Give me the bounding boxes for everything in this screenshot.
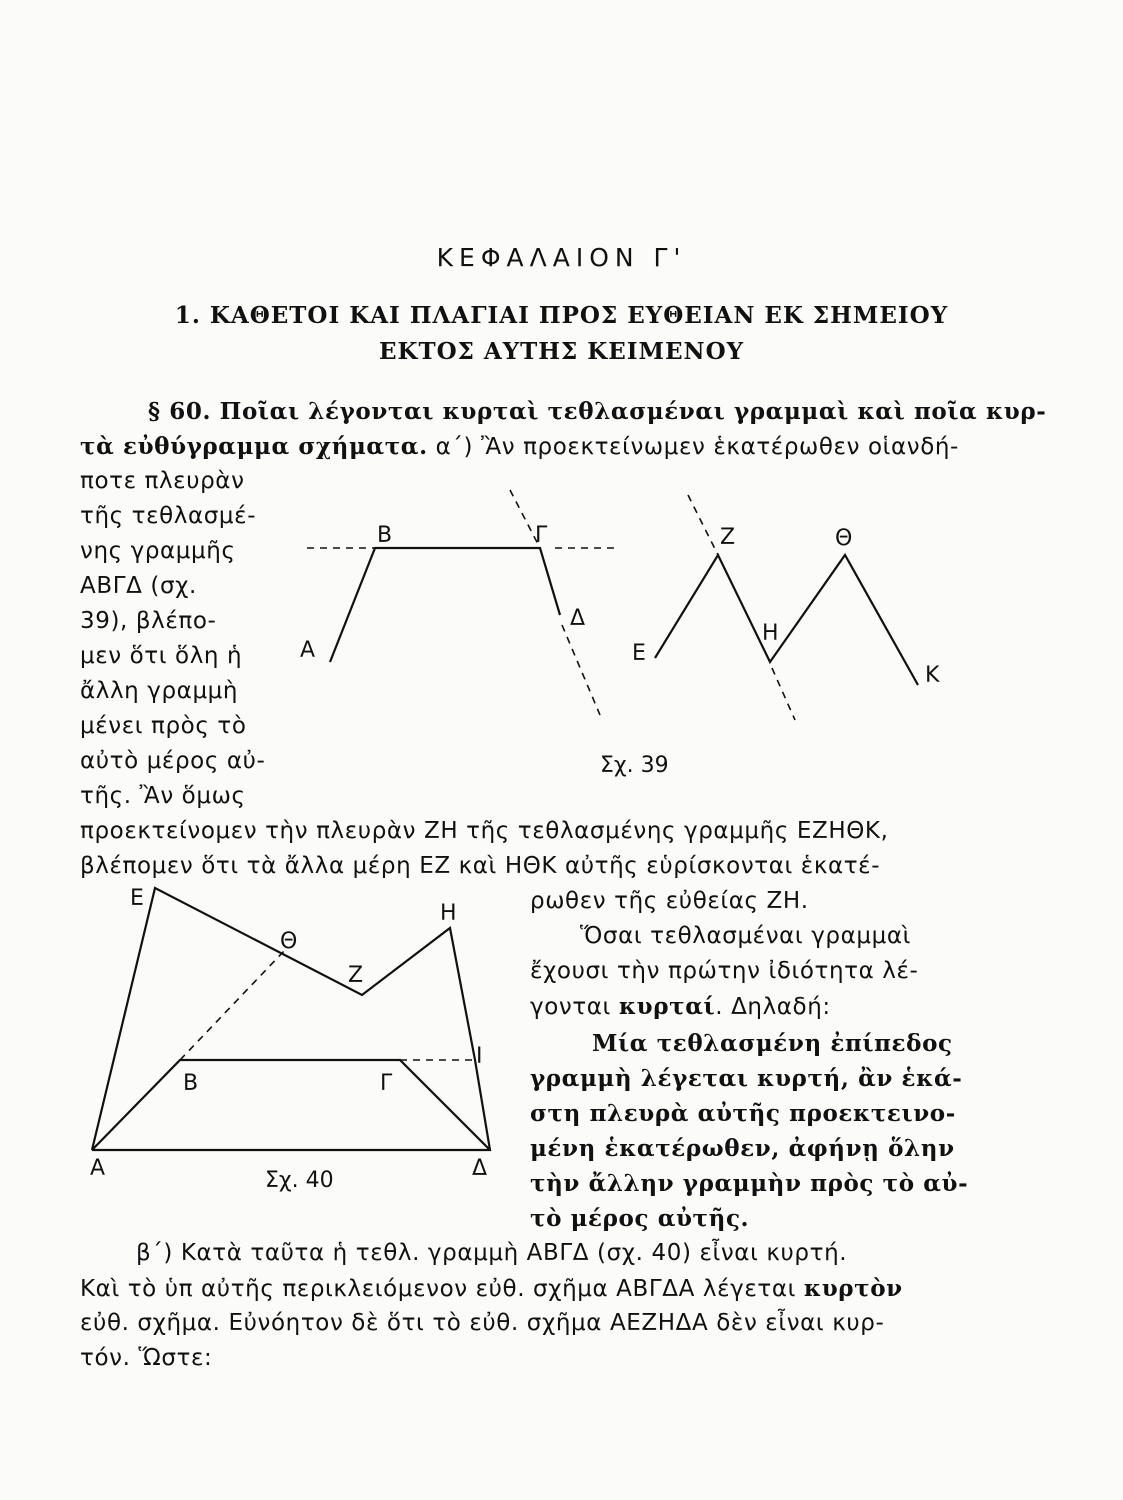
beta-line-2-bold: κυρτὸν bbox=[803, 1275, 903, 1302]
fig39-label-z: Ζ bbox=[720, 525, 736, 550]
narrow-line-5: 39), βλέπο- bbox=[80, 608, 217, 634]
beta-line-3: εὐθ. σχῆμα. Εὐνόητον δὲ ὅτι τὸ εὐθ. σχῆμα ΑΕΖΗΔΑ δὲν εἶναι κυρ- bbox=[80, 1310, 885, 1336]
right-line-4-bold: κυρταί bbox=[618, 993, 716, 1020]
narrow-line-10: τῆς. Ἂν ὅμως bbox=[80, 783, 246, 809]
para60-line2-rest: α΄) Ἂν προεκτείνωμεν ἑκατέρωθεν οἱανδή- bbox=[427, 434, 959, 460]
beta-line-1: β΄) Κατὰ ταῦτα ἡ τεθλ. γραμμὴ ΑΒΓΔ (σχ. 40) εἶναι κυρτή. bbox=[136, 1240, 848, 1266]
fig40-label-d: Δ bbox=[472, 1156, 488, 1181]
chapter-heading: ΚΕΦΑΛΑΙΟΝ Γ' bbox=[436, 243, 687, 272]
fig40-polyline-abgd bbox=[92, 1060, 490, 1150]
fig39-caption: Σχ. 39 bbox=[600, 753, 669, 778]
fig40-label-a: Α bbox=[90, 1156, 106, 1181]
narrow-line-3: νης γραμμῆς bbox=[80, 538, 236, 564]
fig40-label-z: Ζ bbox=[348, 963, 364, 988]
fig39-label-g: Γ bbox=[535, 523, 548, 548]
section-title-line1: 1. ΚΑΘΕΤΟΙ ΚΑΙ ΠΛΑΓΙΑΙ ΠΡΟΣ ΕΥΘΕΙΑΝ ΕΚ ΣΗΜΕΙΟΥ bbox=[174, 302, 949, 329]
fig40-caption: Σχ. 40 bbox=[265, 1168, 334, 1193]
fig39-extension-zh-down bbox=[772, 668, 795, 720]
fig40-label-g: Γ bbox=[380, 1071, 393, 1096]
definition-line-5: τὴν ἄλλην γραμμὴν πρὸς τὸ αὐ- bbox=[530, 1170, 969, 1197]
fig39-label-h: Η bbox=[762, 621, 779, 646]
para60-line2-bold: τὰ εὐθύγραμμα σχήματα. bbox=[80, 433, 428, 460]
fig40-polygon-aezhd bbox=[92, 888, 490, 1150]
definition-line-1: Μία τεθλασμένη ἐπίπεδος bbox=[592, 1030, 953, 1057]
section-title-line2: ΕΚΤΟΣ ΑΥΤΗΣ ΚΕΙΜΕΝΟΥ bbox=[378, 338, 745, 365]
fig40-label-th: Θ bbox=[280, 929, 298, 954]
definition-line-4: μένη ἑκατέρωθεν, ἀφήνῃ ὅλην bbox=[530, 1135, 955, 1162]
definition-line-3: στη πλευρὰ αὐτῆς προεκτεινο- bbox=[530, 1100, 956, 1127]
fig39-extension-gd-down bbox=[562, 625, 600, 715]
fig39-label-th: Θ bbox=[835, 526, 853, 551]
full-line-1: προεκτείνομεν τὴν πλευρὰν ΖΗ τῆς τεθλασμένης γραμμῆς ΕΖΗΘΚ, bbox=[80, 818, 889, 844]
narrow-line-6: μεν ὅτι ὅλη ἡ bbox=[80, 643, 243, 669]
fig39-extension-zh-up bbox=[688, 495, 718, 555]
figure-40 bbox=[90, 886, 490, 1193]
fig39-label-e: Ε bbox=[632, 641, 646, 666]
beta-line-4: τόν. Ὥστε: bbox=[80, 1345, 213, 1371]
fig40-label-e: Ε bbox=[130, 886, 144, 911]
definition-line-2: γραμμὴ λέγεται κυρτή, ἂν ἑκά- bbox=[530, 1065, 963, 1092]
beta-line-2a: Καὶ τὸ ὑπ αὐτῆς περικλειόμενον εὐθ. σχῆμα ΑΒΓΔΑ λέγεται bbox=[80, 1276, 804, 1302]
right-line-3: ἔχουσι τὴν πρώτην ἰδιότητα λέ- bbox=[530, 958, 919, 984]
fig40-label-h: Η bbox=[440, 901, 457, 926]
fig40-label-i: Ι bbox=[476, 1044, 483, 1069]
narrow-line-2: τῆς τεθλασμέ- bbox=[80, 503, 257, 529]
figure-39 bbox=[300, 490, 940, 778]
fig40-label-b: Β bbox=[183, 1071, 199, 1096]
full-line-2: βλέπομεν ὅτι τὰ ἄλλα μέρη ΕΖ καὶ ΗΘΚ αὐτῆς εὑρίσκονται ἑκατέ- bbox=[80, 853, 881, 879]
fig39-polyline-ezhthk bbox=[655, 555, 918, 685]
fig39-polyline-abgd bbox=[330, 548, 560, 662]
fig39-label-b: Β bbox=[377, 523, 393, 548]
fig40-extension-bth bbox=[180, 950, 285, 1060]
right-line-2: Ὅσαι τεθλασμέναι γραμμαὶ bbox=[580, 923, 911, 949]
narrow-line-7: ἄλλη γραμμὴ bbox=[80, 678, 239, 704]
narrow-line-4: ΑΒΓΔ (σχ. bbox=[80, 573, 197, 599]
right-line-4a: γονται bbox=[530, 994, 619, 1020]
fig39-label-d: Δ bbox=[570, 606, 586, 631]
definition-line-6: τὸ μέρος αὐτῆς. bbox=[530, 1205, 750, 1232]
narrow-line-9: αὐτὸ μέρος αὐ- bbox=[80, 748, 266, 774]
narrow-line-8: μένει πρὸς τὸ bbox=[80, 713, 247, 739]
right-line-4c: . Δηλαδή: bbox=[715, 994, 831, 1020]
narrow-line-1: ποτε πλευρὰν bbox=[80, 468, 245, 494]
fig39-label-k: Κ bbox=[925, 663, 940, 688]
right-line-1: ρωθεν τῆς εὐθείας ΖΗ. bbox=[530, 888, 809, 914]
para60-heading: § 60. Ποῖαι λέγονται κυρταὶ τεθλασμέναι γραμμαὶ καὶ ποῖα κυρ- bbox=[148, 398, 1047, 425]
fig39-label-a: Α bbox=[300, 638, 316, 663]
